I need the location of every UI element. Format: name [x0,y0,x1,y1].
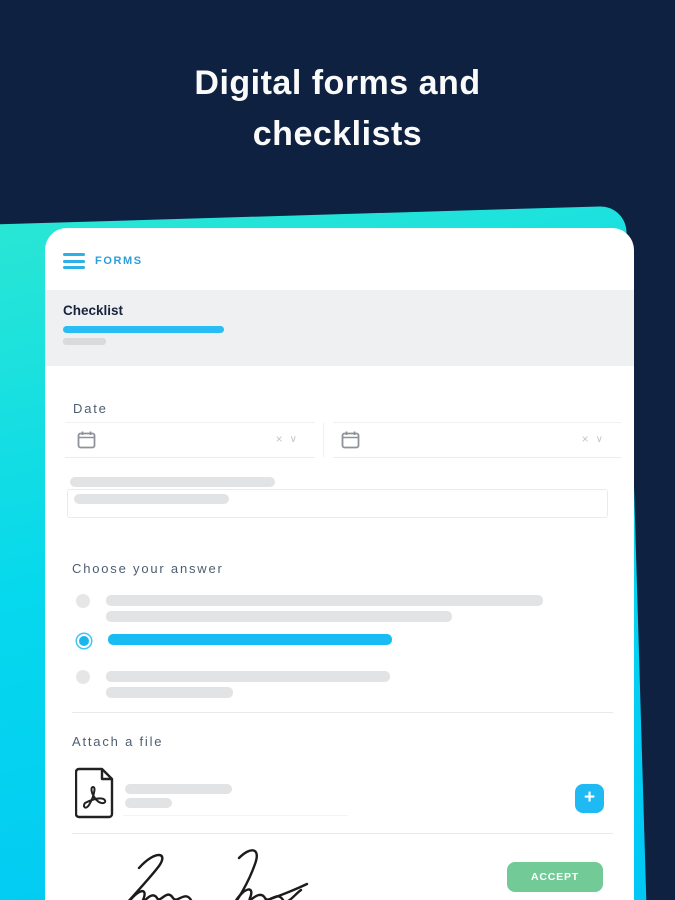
attach-section-label: Attach a file [72,734,164,749]
attachment-underline [123,815,348,816]
section-divider [72,712,613,713]
question-section-label: Choose your answer [72,561,224,576]
clear-date-icon[interactable]: × [275,432,283,446]
progress-subtext-placeholder [63,338,106,345]
section-divider [72,833,613,834]
page-title [0,58,675,160]
date-fields-row [65,422,621,456]
radio-option-selected[interactable] [76,634,392,648]
option-text-placeholder [108,634,392,645]
page-title-line2: checklists [252,115,423,153]
radio-option[interactable] [76,595,543,627]
accept-button[interactable]: ACCEPT [507,862,603,892]
file-size-placeholder [125,798,172,808]
calendar-icon [341,430,360,449]
text-answer-input[interactable] [67,489,608,518]
radio-unselected-icon[interactable] [76,594,90,608]
chevron-down-icon[interactable]: ∨ [595,434,603,445]
tab-checklist[interactable]: Checklist [63,303,124,318]
date-field-start[interactable] [65,422,315,458]
page-title-line1: Digital forms and [194,64,481,102]
chevron-down-icon[interactable]: ∨ [289,434,297,445]
answer-text-placeholder [74,494,229,504]
date-section-label: Date [73,401,108,416]
date-field-end[interactable] [333,422,621,458]
calendar-icon [77,430,96,449]
app-window [45,228,634,900]
progress-bar [63,326,224,333]
option-text-placeholder [106,671,390,703]
clear-date-icon[interactable]: × [581,432,589,446]
signature-image[interactable] [93,840,333,900]
add-attachment-button[interactable]: + [575,784,604,813]
app-header-title: FORMS [95,255,143,267]
radio-selected-icon[interactable] [77,634,91,648]
pdf-file-icon [75,767,115,819]
question-text-placeholder [70,477,275,487]
option-text-placeholder [106,595,543,627]
radio-unselected-icon[interactable] [76,670,90,684]
radio-option[interactable] [76,671,390,703]
file-name-placeholder [125,784,232,794]
checklist-progress-band [45,290,634,366]
hamburger-menu-icon[interactable] [63,253,85,273]
